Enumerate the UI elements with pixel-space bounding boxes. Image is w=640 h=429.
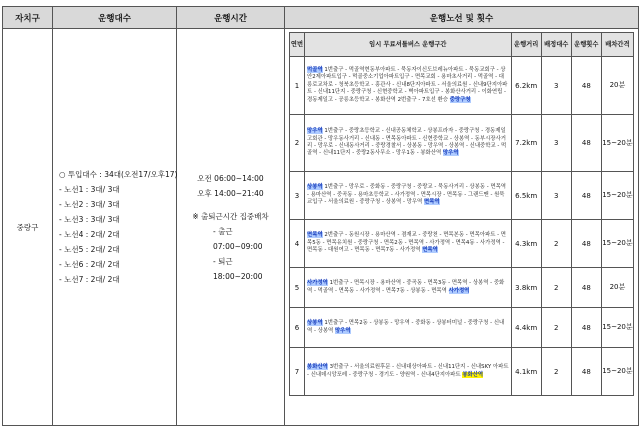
- header-routes: 운행노선 및 횟수: [285, 7, 639, 29]
- route-text: 1번출구 - 면목시장 - 용마산역 - 중곡동 - 면목3동 - 면목역 - 상봉역 - 중화역 - 먹골역 - 면목동 - 사가정역 - 면목7동 - 상봉동 - 면목역: [307, 280, 505, 294]
- route-description: [305, 115, 512, 172]
- route-row: [290, 172, 634, 220]
- routes-header-no: 연번: [290, 33, 305, 57]
- route-no: 4: [290, 220, 305, 268]
- route-end-station: 망우역: [442, 150, 459, 157]
- hours-pm: 오후 14:00~21:40: [197, 188, 264, 198]
- route-start-station: 면목역: [307, 232, 323, 239]
- route-distance: 6.2km: [511, 57, 541, 115]
- route-trips: 48: [571, 348, 601, 396]
- route-no: 7: [290, 348, 305, 396]
- header-vehicles: 운행대수: [53, 7, 177, 29]
- vehicle-line: - 노선6 : 2대/ 2대: [59, 260, 120, 269]
- route-text: 1번출구 - 면목2동 - 상봉동 - 망우역 - 중화동 - 상봉터미널 - 중랑구청 - 신내역 - 상봉역: [307, 320, 505, 334]
- route-vehicles: 2: [541, 308, 571, 348]
- route-trips: 48: [571, 308, 601, 348]
- route-vehicles: 3: [541, 57, 571, 115]
- shuttle-schedule-table: [2, 6, 639, 426]
- table-body-row: [3, 29, 639, 426]
- route-interval: 15~20분: [601, 172, 633, 220]
- vehicle-line: - 노선7 : 2대/ 2대: [59, 275, 120, 284]
- route-distance: 4.4km: [511, 308, 541, 348]
- vehicle-line: - 노선2 : 3대/ 3대: [59, 200, 120, 209]
- route-interval: 15~20분: [601, 220, 633, 268]
- route-start-station: 상봉역: [307, 184, 323, 191]
- route-no: 3: [290, 172, 305, 220]
- rush-hour-am: - 출근 07:00~09:00: [213, 226, 263, 251]
- routes-header-route: 임시 무료셔틀버스 운행구간: [305, 33, 512, 57]
- route-description: [305, 268, 512, 308]
- route-start-station: 망우역: [307, 128, 323, 135]
- route-row: [290, 348, 634, 396]
- route-description: [305, 57, 512, 115]
- rush-hour-pm: - 퇴근 18:00~20:00: [213, 256, 263, 281]
- vehicle-line: - 노선1 : 3대/ 3대: [59, 185, 120, 194]
- route-distance: 6.5km: [511, 172, 541, 220]
- route-interval: 20분: [601, 268, 633, 308]
- routes-header-row: [290, 33, 634, 57]
- route-vehicles: 3: [541, 172, 571, 220]
- hours-am: 오전 06:00~14:00: [197, 173, 264, 183]
- route-text: 2번출구 - 동원시장 - 용마산역 - 겸재교 - 중랑천 - 면목본동 - 면목아파트 - 면목5동 - 면목유치원 - 중랑구청 - 면목2동 - 면목역 - 사가정역 - 면목4동 - 사가정역 - 면목동 - 대원여고 - 면목동 - 면목7동 - 사가정역: [307, 232, 507, 254]
- route-end-station: 망우역: [334, 327, 351, 334]
- route-interval: 15~20분: [601, 308, 633, 348]
- vehicle-line: - 노선5 : 2대/ 2대: [59, 245, 120, 254]
- route-distance: 4.1km: [511, 348, 541, 396]
- vehicles-total: ○ 투입대수 : 34대(오전17/오후17): [59, 170, 178, 179]
- vehicle-line: - 노선3 : 3대/ 3대: [59, 215, 120, 224]
- route-text: 1번출구 - 망우로 - 중화동 - 중랑구청 - 중랑교 - 묵동사거리 - 상봉동 - 면목역 - 용마산역 - 중곡동 - 용마초등학교 - 사가정역 - 면목시장 - 면목동 - 그랜드맨 - 원묵교입구 - 서울의료원 - 중랑구청 - 상봉역 - 망우역: [307, 184, 507, 206]
- route-trips: 48: [571, 115, 601, 172]
- route-description: [305, 308, 512, 348]
- header-hours: 운행시간: [177, 7, 285, 29]
- route-row: [290, 57, 634, 115]
- route-vehicles: 2: [541, 268, 571, 308]
- routes-cell: [285, 29, 639, 426]
- route-vehicles: 2: [541, 220, 571, 268]
- route-start-station: 봉화산역: [307, 364, 328, 371]
- route-no: 2: [290, 115, 305, 172]
- route-description: [305, 220, 512, 268]
- route-row: [290, 220, 634, 268]
- route-start-station: 상봉역: [307, 320, 323, 327]
- routes-header-trips: 운행횟수: [571, 33, 601, 57]
- route-distance: 3.8km: [511, 268, 541, 308]
- route-end-station: 면목역: [422, 247, 438, 254]
- route-interval: 15~20분: [601, 115, 633, 172]
- district-cell: 중랑구: [3, 29, 53, 426]
- route-description: [305, 172, 512, 220]
- route-trips: 48: [571, 268, 601, 308]
- vehicles-cell: [53, 29, 177, 426]
- route-start-station: 먹골역: [307, 66, 323, 73]
- route-vehicles: 2: [541, 348, 571, 396]
- table-header-row: [3, 7, 639, 29]
- rush-hour-title: ※ 출퇴근시간 집중배차: [192, 211, 269, 221]
- route-no: 5: [290, 268, 305, 308]
- route-trips: 48: [571, 172, 601, 220]
- route-no: 1: [290, 57, 305, 115]
- routes-header-distance: 운행거리: [511, 33, 541, 57]
- route-interval: 20분: [601, 57, 633, 115]
- route-trips: 48: [571, 57, 601, 115]
- route-trips: 48: [571, 220, 601, 268]
- route-interval: 15~20분: [601, 348, 633, 396]
- route-end-station: 봉화산역: [462, 371, 484, 378]
- route-start-station: 사가정역: [307, 280, 328, 287]
- header-district: 자치구: [3, 7, 53, 29]
- route-text: 1번출구 - 중랑초등학교 - 신내공동체학교 - 상봉프라자 - 중랑구청 - 경동제일고회관 - 망우동사거리 - 신내동 - 면목동아파트 - 신현중학교 - 상봉역 - 동부시장사거리 - 망우로 - 신내동사거리 - 중랑경찰서 - 상봉동 - 망우역 - 상봉역 - 신내중학교 - 먹골역 - 신내11단지 - 중랑2동사무소 - 망우1동 - 봉화산역: [307, 128, 507, 157]
- route-distance: 4.3km: [511, 220, 541, 268]
- route-end-station: 사가정역: [448, 287, 470, 294]
- vehicle-line: - 노선4 : 2대/ 2대: [59, 230, 120, 239]
- route-description: [305, 348, 512, 396]
- route-vehicles: 3: [541, 115, 571, 172]
- route-row: [290, 115, 634, 172]
- routes-table: [289, 32, 634, 396]
- route-row: [290, 268, 634, 308]
- route-end-station: 면목역: [423, 199, 440, 206]
- hours-cell: [177, 29, 285, 426]
- route-text: 3번출구 - 서울의료원후문 - 신내대상아파트 - 신내11단지 - 신내SKY 아파트 - 신내데시앙포레 - 중랑구청 - 경기도 - 양원역 - 신내4단지아파트: [307, 364, 509, 378]
- route-end-station: 중랑구청: [449, 96, 471, 103]
- routes-header-vehicles: 배정대수: [541, 33, 571, 57]
- route-row: [290, 308, 634, 348]
- route-no: 6: [290, 308, 305, 348]
- routes-header-interval: 배차간격: [601, 33, 633, 57]
- route-text: 1번출구 - 먹골역현동부아파트 - 묵동자이신도브레뉴아파트 - 묵동교회구 - 상안2제아파트입구 - 먹골중소기업아파트입구 - 면목교회 - 용마초사거리 - 먹골역 - 대릉로교차로 - 청북초등학교 - 흥관사 - 신내8단지아파트 - 서울의료원 - 신내9단지아파트 - 신내11단지 - 중랑구청 - 신현중학교 - 벽아파트입구 - 봉화산사거리 - 이화연립 - 경동제일고 - 공릉초등학교 - 봉화산역 2번출구 - 7호선 환승: [307, 66, 508, 103]
- route-distance: 7.2km: [511, 115, 541, 172]
